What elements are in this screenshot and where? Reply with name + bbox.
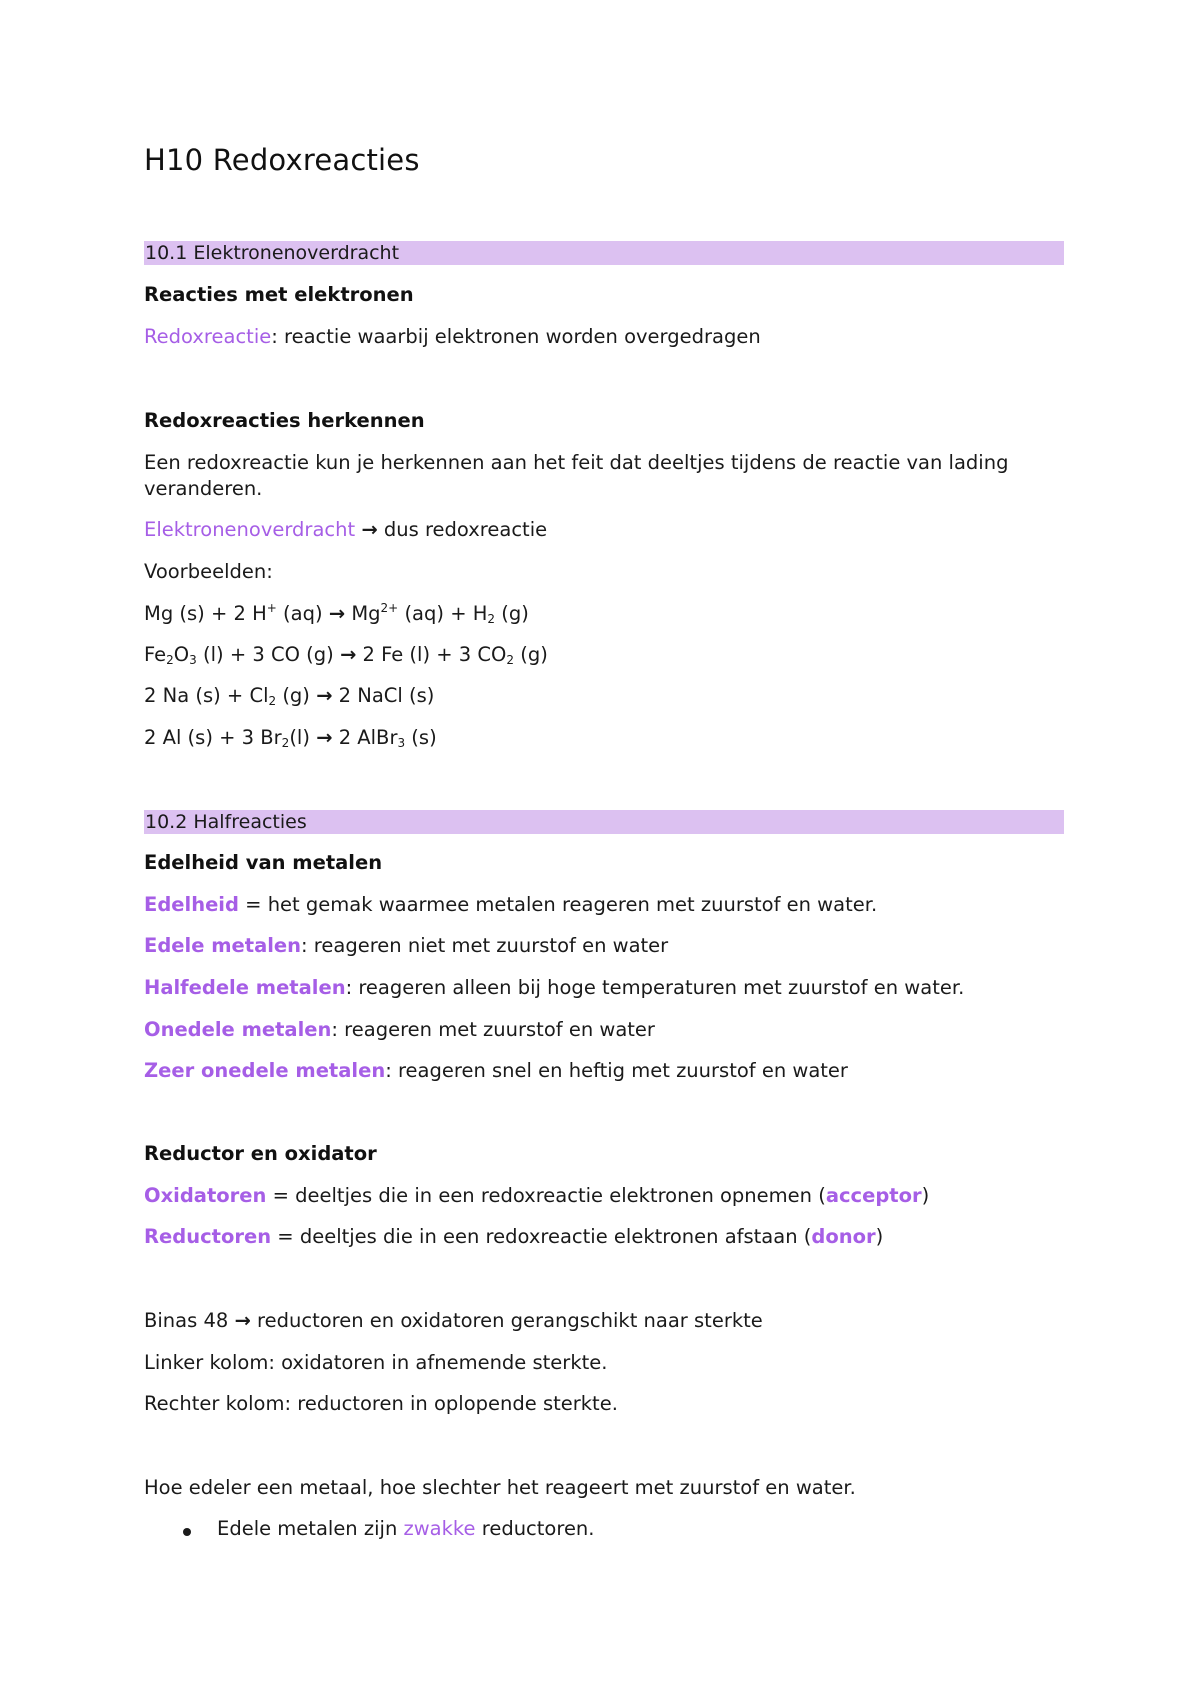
eq-part: 2 Fe (l) + 3 CO bbox=[356, 643, 507, 666]
definition-halfedele-metalen bbox=[144, 976, 964, 999]
section-heading-label: 10.1 Elektronenoverdracht bbox=[145, 242, 400, 264]
line-binas bbox=[144, 1309, 763, 1332]
eq-part: (l) bbox=[289, 726, 317, 749]
term-edele-metalen: Edele metalen bbox=[144, 934, 302, 957]
example-equation-4 bbox=[144, 726, 437, 750]
eq-sub: 2 bbox=[268, 694, 277, 708]
term-zeer-onedele-metalen: Zeer onedele metalen bbox=[144, 1059, 386, 1082]
list-item-text bbox=[217, 1517, 595, 1540]
eq-part: (aq) bbox=[276, 602, 329, 625]
section-heading-label: 10.2 Halfreacties bbox=[145, 811, 307, 833]
section-heading-10-2 bbox=[144, 810, 1064, 834]
definition-onedele-metalen bbox=[144, 1018, 655, 1041]
eq-part: (l) + 3 CO (g) bbox=[196, 643, 340, 666]
eq-part: 2 NaCl (s) bbox=[332, 684, 435, 707]
definition-text: = het gemak waarmee metalen reageren met zuurstof en water. bbox=[238, 893, 878, 916]
arrow-icon: → bbox=[234, 1309, 251, 1332]
eq-part: (g) bbox=[514, 643, 548, 666]
term-oxidatoren: Oxidatoren bbox=[144, 1184, 267, 1207]
example-equation-2 bbox=[144, 643, 548, 667]
eq-sub: 2 bbox=[506, 653, 515, 667]
line-text: reductoren en oxidatoren gerangschikt naar sterkte bbox=[250, 1309, 763, 1332]
eq-part: 2 AlBr bbox=[332, 726, 398, 749]
definition-text: = deeltjes die in een redoxreactie elektronen opnemen ( bbox=[266, 1184, 826, 1207]
term-redoxreactie: Redoxreactie bbox=[144, 325, 272, 348]
line-linker-kolom: Linker kolom: oxidatoren in afnemende sterkte. bbox=[144, 1351, 608, 1374]
line-text: Binas 48 bbox=[144, 1309, 235, 1332]
eq-sub: 2 bbox=[166, 653, 174, 667]
list-item bbox=[144, 1517, 1064, 1545]
definition-edelheid bbox=[144, 893, 877, 916]
eq-part: (g) bbox=[276, 684, 317, 707]
term-zwakke: zwakke bbox=[403, 1517, 476, 1540]
term-onedele-metalen: Onedele metalen bbox=[144, 1018, 332, 1041]
definition-oxidatoren bbox=[144, 1184, 929, 1207]
examples-label: Voorbeelden: bbox=[144, 560, 273, 583]
eq-part: (g) bbox=[495, 602, 529, 625]
example-equation-1 bbox=[144, 601, 529, 626]
paragraph-herkennen: Een redoxreactie kun je herkennen aan het feit dat deeltjes tijdens de reactie van lading veranderen. bbox=[144, 451, 1009, 500]
eq-part: Mg (s) + 2 H bbox=[144, 602, 267, 625]
definition-text: ) bbox=[875, 1225, 884, 1248]
eq-sup: 2+ bbox=[380, 601, 399, 615]
arrow-icon: → bbox=[316, 726, 333, 749]
term-donor: donor bbox=[811, 1225, 876, 1248]
line-elektronenoverdracht bbox=[144, 518, 547, 541]
definition-redoxreactie bbox=[144, 325, 761, 348]
definition-zeer-onedele-metalen bbox=[144, 1059, 848, 1082]
subheading-redoxreacties-herkennen: Redoxreacties herkennen bbox=[144, 409, 425, 432]
subheading-edelheid-van-metalen: Edelheid van metalen bbox=[144, 851, 383, 874]
term-halfedele-metalen: Halfedele metalen bbox=[144, 976, 346, 999]
eq-part: (aq) + H bbox=[398, 602, 488, 625]
eq-part: Mg bbox=[345, 602, 381, 625]
line-rechter-kolom: Rechter kolom: reductoren in oplopende sterkte. bbox=[144, 1392, 618, 1415]
term-reductoren: Reductoren bbox=[144, 1225, 272, 1248]
arrow-icon: → bbox=[328, 602, 346, 625]
eq-part: Fe bbox=[144, 643, 167, 666]
definition-text: : reageren met zuurstof en water bbox=[331, 1018, 655, 1041]
eq-part: (s) bbox=[405, 726, 437, 749]
page-title: H10 Redoxreacties bbox=[144, 143, 420, 177]
bullet-icon bbox=[183, 1528, 191, 1536]
definition-text: = deeltjes die in een redoxreactie elektronen afstaan ( bbox=[271, 1225, 812, 1248]
section-heading-10-1 bbox=[144, 241, 1064, 265]
eq-part: 2 Al (s) + 3 Br bbox=[144, 726, 282, 749]
line-edeler-metaal: Hoe edeler een metaal, hoe slechter het reageert met zuurstof en water. bbox=[144, 1476, 856, 1499]
eq-sub: 2 bbox=[487, 612, 496, 626]
definition-text: ) bbox=[921, 1184, 930, 1207]
eq-sub: 3 bbox=[189, 653, 197, 667]
definition-text: : reageren alleen bij hoge temperaturen met zuurstof en water. bbox=[345, 976, 965, 999]
definition-edele-metalen bbox=[144, 934, 668, 957]
subheading-reacties-met-elektronen: Reacties met elektronen bbox=[144, 283, 414, 306]
eq-sub: 3 bbox=[397, 736, 406, 750]
arrow-icon: → bbox=[339, 643, 357, 666]
eq-sub: 2 bbox=[281, 736, 290, 750]
term-acceptor: acceptor bbox=[825, 1184, 922, 1207]
term-elektronenoverdracht: Elektronenoverdracht bbox=[144, 518, 356, 541]
line-text: reductoren. bbox=[475, 1517, 595, 1540]
definition-text: : reageren niet met zuurstof en water bbox=[301, 934, 669, 957]
term-edelheid: Edelheid bbox=[144, 893, 239, 916]
line-text: dus redoxreactie bbox=[377, 518, 548, 541]
definition-reductoren bbox=[144, 1225, 883, 1248]
definition-text: : reactie waarbij elektronen worden overgedragen bbox=[271, 325, 761, 348]
arrow-icon: → bbox=[361, 518, 378, 541]
eq-part: O bbox=[173, 643, 190, 666]
definition-text: : reageren snel en heftig met zuurstof en water bbox=[385, 1059, 848, 1082]
eq-part: 2 Na (s) + Cl bbox=[144, 684, 269, 707]
example-equation-3 bbox=[144, 684, 434, 708]
line-text: Edele metalen zijn bbox=[217, 1517, 404, 1540]
arrow-icon: → bbox=[316, 684, 333, 707]
eq-sup: + bbox=[266, 601, 277, 615]
subheading-reductor-en-oxidator: Reductor en oxidator bbox=[144, 1142, 377, 1165]
